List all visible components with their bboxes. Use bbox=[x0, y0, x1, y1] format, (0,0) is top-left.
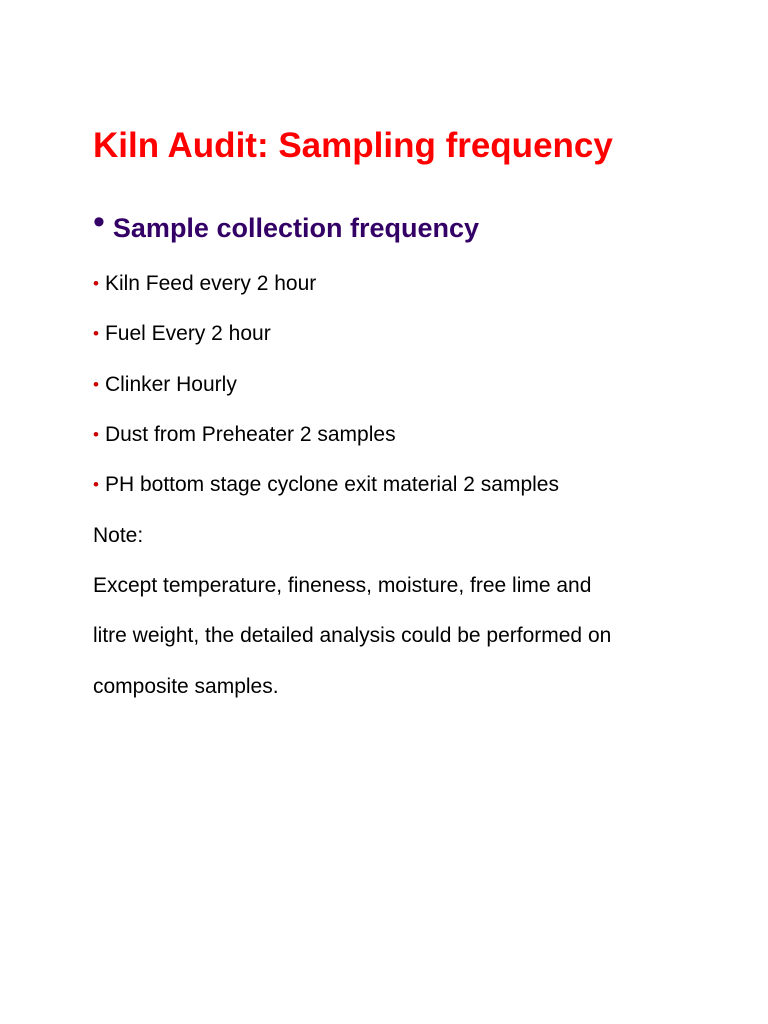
list-item-bullet: • bbox=[93, 425, 99, 444]
note-line: Except temperature, fineness, moisture, free lime and bbox=[93, 574, 592, 597]
list-item-bullet: • bbox=[93, 324, 99, 343]
subheading-bullet: • bbox=[93, 203, 105, 241]
list-item-text: Dust from Preheater 2 samples bbox=[104, 423, 396, 446]
note-line: litre weight, the detailed analysis could be performed on bbox=[93, 624, 612, 647]
list-item-text: Kiln Feed every 2 hour bbox=[104, 272, 317, 295]
page-title: Kiln Audit: Sampling frequency bbox=[93, 126, 613, 165]
list-item-bullet: • bbox=[93, 375, 99, 394]
list-item bbox=[93, 471, 559, 500]
list-item-bullet: • bbox=[93, 475, 99, 494]
note-label: Note: bbox=[93, 524, 144, 547]
list-item-text: Fuel Every 2 hour bbox=[104, 322, 271, 345]
note-line: composite samples. bbox=[93, 675, 279, 698]
list-item-text: PH bottom stage cyclone exit material 2 samples bbox=[104, 473, 559, 496]
list-item bbox=[93, 270, 316, 299]
list-item-bullet: • bbox=[93, 274, 99, 293]
subheading bbox=[93, 203, 480, 248]
list-item bbox=[93, 371, 237, 400]
subheading-text: Sample collection frequency bbox=[112, 213, 480, 243]
list-item bbox=[93, 421, 396, 450]
list-item bbox=[93, 320, 271, 349]
list-item-text: Clinker Hourly bbox=[104, 373, 237, 396]
